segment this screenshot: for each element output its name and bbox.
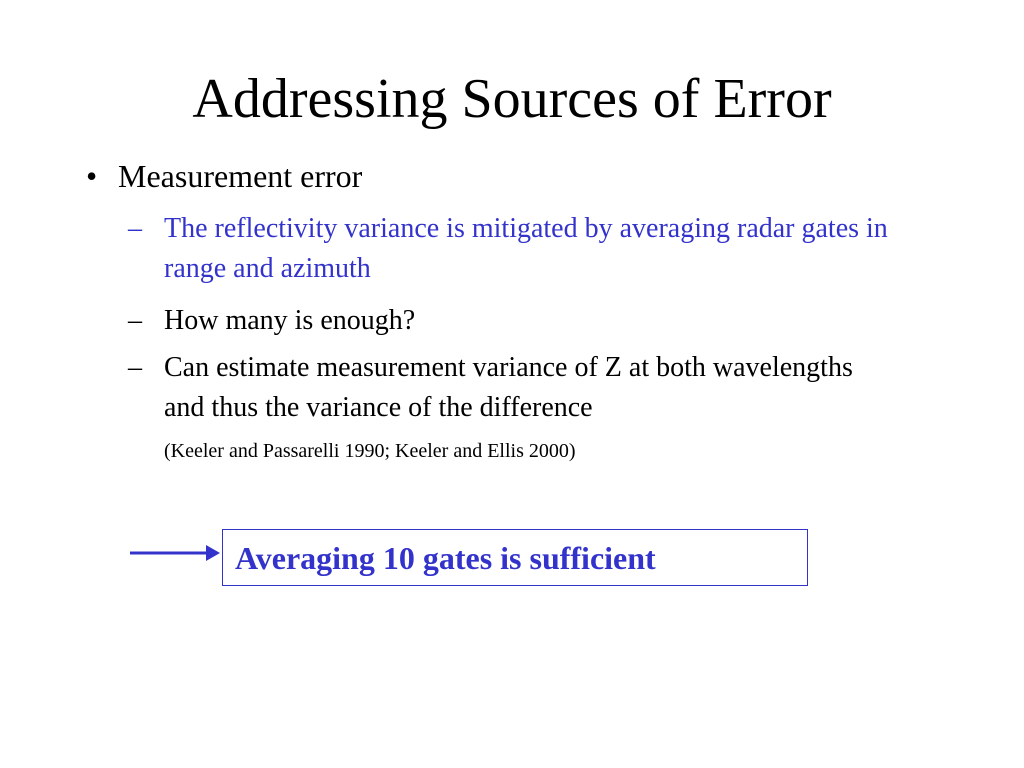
bullet-marker: •	[86, 158, 98, 194]
right-arrow-icon	[130, 540, 220, 566]
slide-title: Addressing Sources of Error	[192, 68, 832, 130]
callout-box	[222, 529, 808, 586]
sub-bullet-how-many	[128, 301, 888, 341]
sub-bullet-estimate-variance	[128, 348, 888, 428]
sub-bullet-text: Can estimate measurement variance of Z at both wavelengths and thus the variance of the difference	[164, 352, 853, 423]
citation: (Keeler and Passarelli 1990; Keeler and Ellis 2000)	[164, 440, 576, 462]
bullet-text: Measurement error	[118, 158, 363, 194]
bullet-measurement-error	[86, 156, 362, 196]
sub-bullet-marker: –	[128, 305, 142, 336]
sub-bullet-reflectivity	[128, 209, 888, 289]
callout-text: Averaging 10 gates is sufficient	[235, 540, 656, 576]
sub-bullet-marker: –	[128, 213, 142, 244]
sub-bullet-marker: –	[128, 352, 142, 383]
sub-bullet-text: The reflectivity variance is mitigated by averaging radar gates in range and azimuth	[164, 213, 888, 284]
sub-bullet-text: How many is enough?	[164, 305, 416, 336]
